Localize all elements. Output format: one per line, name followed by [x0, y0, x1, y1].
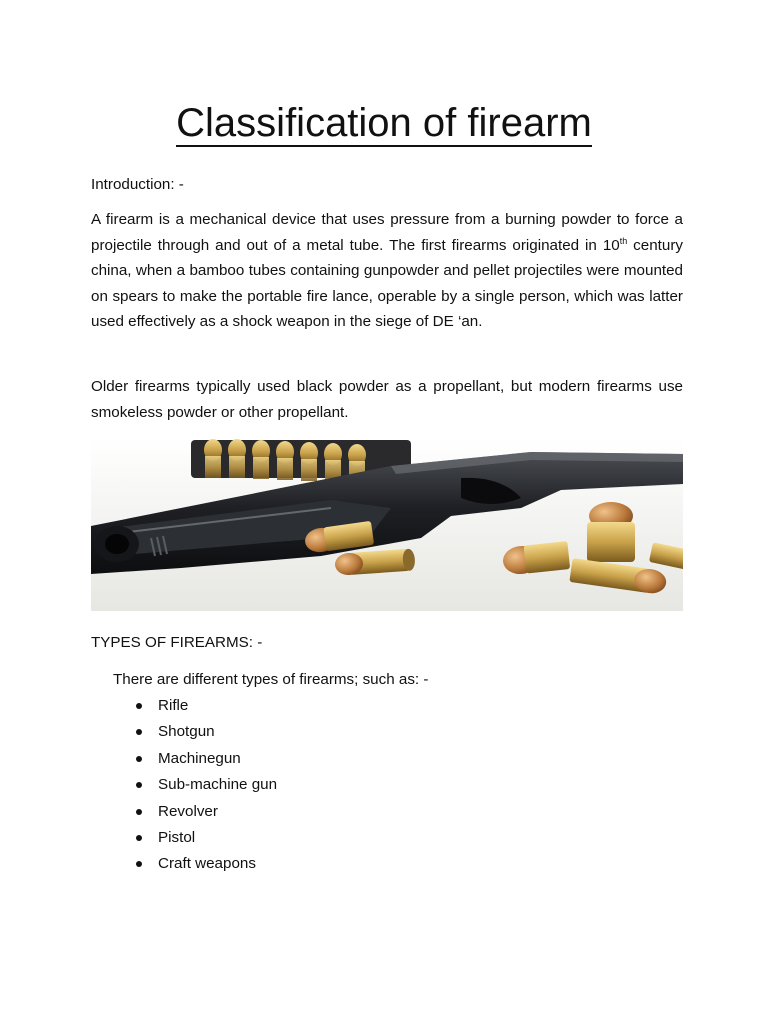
- list-item: Revolver: [136, 799, 277, 825]
- pistol-photo: [91, 438, 683, 611]
- types-intro: There are different types of firearms; such as: -: [113, 671, 429, 688]
- list-item: Sub-machine gun: [136, 772, 277, 798]
- list-item: Craft weapons: [136, 851, 277, 877]
- document-title-text: Classification of firearm: [176, 101, 592, 145]
- paragraph-text-part1: A firearm is a mechanical device that uses pressure from a burning powder to force a projectile through and out of a metal tube. The first firearms originated in 10: [91, 211, 683, 254]
- list-item: Pistol: [136, 825, 277, 851]
- superscript-th: th: [619, 235, 628, 246]
- list-item: Machinegun: [136, 746, 277, 772]
- types-heading: TYPES OF FIREARMS: -: [91, 634, 263, 651]
- document-title: [0, 98, 768, 148]
- paragraph-text-part2: century china, when a bamboo tubes containing gunpowder and pellet projectiles were mounted on spears to make the portable fire lance, operable by a single person, which was latter used effectively as a shock weapon in the siege of DE ‘an.: [91, 236, 683, 331]
- firearm-types-list: [136, 693, 277, 878]
- introduction-heading: Introduction: -: [91, 176, 184, 193]
- propellant-paragraph: Older firearms typically used black powder as a propellant, but modern firearms use smokeless powder or other propellant.: [91, 378, 683, 421]
- introduction-paragraph: [91, 207, 683, 335]
- list-item: Rifle: [136, 693, 277, 719]
- list-item: Shotgun: [136, 719, 277, 745]
- pistol-illustration: [91, 438, 683, 611]
